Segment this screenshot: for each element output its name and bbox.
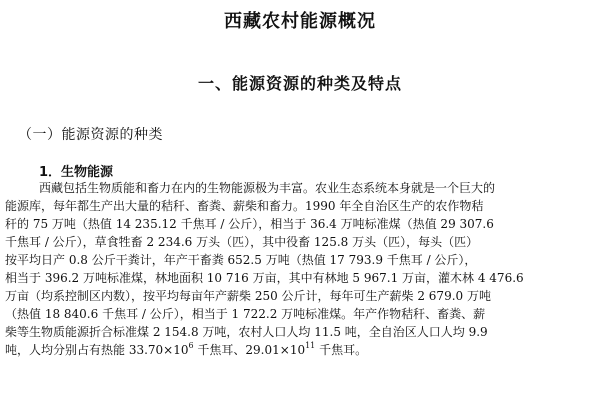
paragraph-line: 万亩（均系控制区内数），按平均每亩年产薪柴 250 公斤计，每年可生产薪柴 2 679.0 万吨 bbox=[5, 289, 491, 303]
paragraph-line: 西藏包括生物质能和畜力在内的生物能源极为丰富。农业生态系统本身就是一个巨大的 bbox=[39, 181, 496, 195]
superscript: 11 bbox=[305, 341, 316, 350]
paragraph-line: （热值 18 840.6 千焦耳 / 公斤），相当于 1 722.2 万吨标准煤。年产作物秸秆、畜粪、薪 bbox=[5, 307, 486, 321]
paragraph-line: 相当于 396.2 万吨标准煤，林地面积 10 716 万亩，其中有林地 5 967.1 万亩，灌木林 4 476.6 bbox=[5, 271, 524, 285]
document-title: 西藏农村能源概况 bbox=[224, 11, 376, 32]
section-title: 一、能源资源的种类及特点 bbox=[197, 74, 402, 93]
paragraph-line-last bbox=[5, 341, 367, 359]
paragraph-line: 能源库，每年都生产出大量的秸秆、畜粪、薪柴和畜力。1990 年全自治区生产的农作物秸 bbox=[5, 199, 484, 213]
paragraph-line: 按平均日产 0.8 公斤干粪计，年产干畜粪 652.5 万吨（热值 17 793.9 千焦耳 / 公斤）， bbox=[5, 253, 477, 267]
paragraph-line: 柴等生物质能源折合标准煤 2 154.8 万吨，农村人口人均 11.5 吨，全自治区人口人均 9.9 bbox=[5, 325, 488, 339]
paragraph-line: 千焦耳 / 公斤），草食牲畜 2 234.6 万头（匹），其中役畜 125.8 万头（匹），每头（匹） bbox=[5, 235, 479, 249]
subsection-heading: 1．生物能源 bbox=[39, 165, 114, 180]
superscript: 6 bbox=[188, 341, 194, 350]
paragraph-text: 吨，人均分别占有热能 33.70×10 bbox=[5, 343, 189, 357]
paragraph-text: 千焦耳、29.01×10 bbox=[193, 343, 306, 357]
subsection-title: （一）能源资源的种类 bbox=[18, 127, 163, 143]
paragraph-line: 秆的 75 万吨（热值 14 235.12 千焦耳 / 公斤），相当于 36.4 万吨标准煤（热值 29 307.6 bbox=[5, 217, 494, 231]
paragraph-text: 千焦耳。 bbox=[315, 343, 368, 357]
